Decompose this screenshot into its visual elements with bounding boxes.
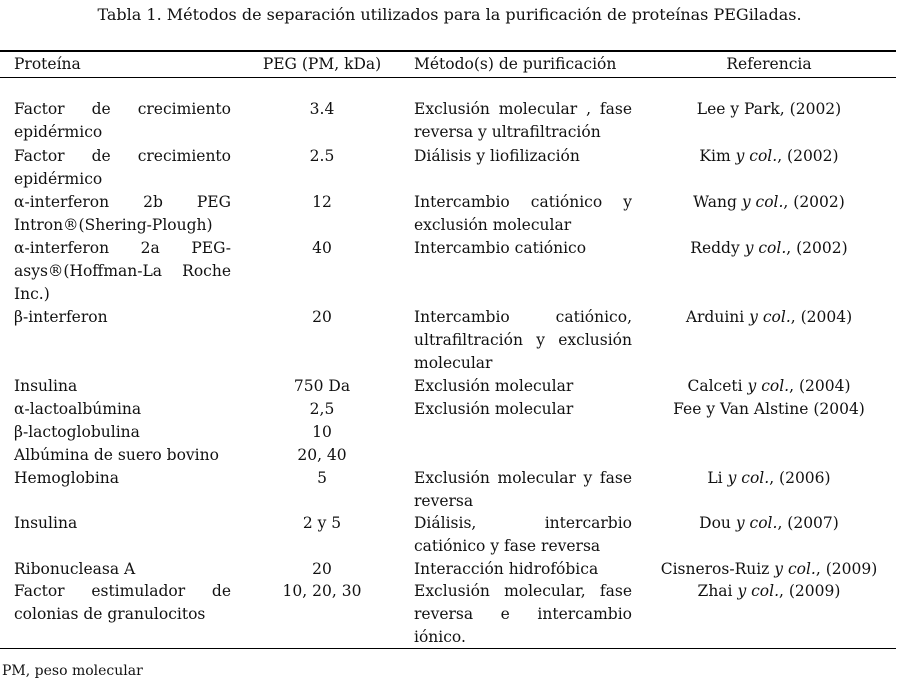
table-row [0, 237, 899, 306]
method-cell: Intercambio catiónico [414, 239, 587, 257]
ref-etal: y col. [747, 377, 790, 395]
method-cell: Intercambio catiónico, ultrafiltración y exclusión molecular [414, 308, 632, 372]
ref-etal: y col. [774, 560, 816, 578]
method-cell: Exclusión molecular y fase reversa [414, 469, 632, 510]
header-protein: Proteína [14, 55, 81, 73]
table-row [0, 306, 899, 375]
ref-year: , (2009) [779, 582, 841, 600]
ref-etal: y col. [735, 514, 778, 532]
table-row [0, 191, 899, 237]
peg-cell: 10 [312, 423, 332, 441]
ref-year: , (2009) [815, 560, 878, 578]
table-row [0, 375, 899, 398]
ref-year: (2002) [789, 100, 842, 118]
method-cell: Exclusión molecular [414, 400, 574, 418]
table-header [0, 54, 899, 74]
reference-cell [650, 398, 888, 421]
ref-year: , (2004) [790, 308, 853, 326]
ref-authors: Wang [693, 193, 737, 211]
reference-cell [650, 306, 888, 329]
protein-cell: Factor estimulador de colonias de granulocitos [14, 582, 231, 623]
ref-authors: Kim [699, 147, 731, 165]
ref-year: , (2006) [769, 469, 831, 487]
ref-authors: Arduini [685, 308, 745, 326]
table-row [0, 145, 899, 191]
protein-cell: Insulina [14, 514, 78, 532]
peg-cell: 2,5 [309, 400, 335, 418]
protein-cell: α-interferon 2a PEG-asys®(Hoffman-La Roche Inc.) [14, 239, 231, 303]
protein-cell: α-interferon 2b PEG Intron®(Shering-Plough) [14, 193, 231, 234]
peg-cell: 3.4 [309, 100, 335, 118]
ref-authors: Zhai [697, 582, 733, 600]
peg-cell: 20 [312, 308, 332, 326]
method-cell: Intercambio catiónico y exclusión molecular [414, 193, 632, 234]
ref-etal: y col. [735, 147, 778, 165]
protein-cell: β-interferon [14, 308, 108, 326]
peg-cell: 2 y 5 [302, 514, 342, 532]
ref-authors: Fee y Van Alstine [673, 400, 809, 418]
table-caption: Tabla 1. Métodos de separación utilizados para la purificación de proteínas PEGiladas. [97, 5, 802, 24]
reference-cell [650, 558, 888, 581]
peg-cell: 2.5 [309, 147, 335, 165]
protein-cell: Factor de crecimiento epidérmico [14, 147, 231, 188]
ref-year: , (2002) [786, 239, 848, 257]
ref-year: , (2007) [777, 514, 839, 532]
reference-cell [650, 467, 888, 490]
reference-cell [650, 580, 888, 603]
protein-cell: Insulina [14, 377, 78, 395]
table-row [0, 467, 899, 512]
method-cell: Exclusión molecular, fase reversa e intercambio iónico. [414, 582, 632, 646]
top-rule [0, 50, 896, 52]
ref-authors: Lee y Park, [696, 100, 785, 118]
method-cell: Interacción hidrofóbica [414, 560, 599, 578]
ref-etal: y col. [749, 308, 791, 326]
reference-cell [650, 237, 888, 260]
peg-cell: 10, 20, 30 [282, 582, 362, 600]
ref-etal: y col. [741, 193, 784, 211]
header-method: Método(s) de purificación [414, 55, 617, 73]
header-reference: Referencia [726, 55, 812, 73]
peg-cell: 5 [317, 469, 327, 487]
ref-year: (2004) [813, 400, 865, 418]
peg-cell: 40 [312, 239, 332, 257]
ref-year: , (2004) [789, 377, 851, 395]
table-row [0, 444, 899, 467]
protein-cell: Ribonucleasa A [14, 560, 136, 578]
ref-authors: Cisneros-Ruiz [660, 560, 770, 578]
table-footnote: PM, peso molecular [2, 663, 143, 679]
ref-authors: Li [707, 469, 723, 487]
table-row [0, 421, 899, 444]
header-rule [0, 77, 896, 78]
header-peg: PEG (PM, kDa) [262, 55, 382, 73]
method-cell: Exclusión molecular [414, 377, 574, 395]
ref-etal: y col. [744, 239, 787, 257]
ref-etal: y col. [737, 582, 780, 600]
protein-cell: β-lactoglobulina [14, 423, 140, 441]
ref-etal: y col. [727, 469, 770, 487]
protein-cell: Albúmina de suero bovino [14, 446, 219, 464]
ref-authors: Dou [699, 514, 731, 532]
ref-authors: Reddy [690, 239, 740, 257]
table-row [0, 512, 899, 558]
table-row [0, 558, 899, 580]
method-cell: Diálisis, intercarbio catiónico y fase reversa [414, 514, 632, 555]
protein-cell: α-lactoalbúmina [14, 400, 142, 418]
method-cell: Diálisis y liofilización [414, 147, 580, 165]
peg-cell: 750 Da [293, 377, 351, 395]
table-row [0, 98, 899, 145]
method-cell: Exclusión molecular , fase reversa y ultrafiltración [414, 100, 632, 141]
peg-cell: 20 [312, 560, 332, 578]
table-row [0, 580, 899, 649]
protein-cell: Factor de crecimiento epidérmico [14, 100, 231, 141]
ref-year: , (2002) [777, 147, 839, 165]
bottom-rule [0, 648, 896, 649]
ref-authors: Calceti [687, 377, 743, 395]
table-row [0, 398, 899, 421]
reference-cell [650, 145, 888, 168]
reference-cell [650, 191, 888, 214]
table-body [0, 98, 899, 649]
peg-cell: 12 [312, 193, 332, 211]
protein-cell: Hemoglobina [14, 469, 120, 487]
reference-cell [650, 98, 888, 121]
reference-cell [650, 512, 888, 535]
ref-year: , (2002) [783, 193, 845, 211]
peg-cell: 20, 40 [297, 446, 347, 464]
reference-cell [650, 375, 888, 398]
